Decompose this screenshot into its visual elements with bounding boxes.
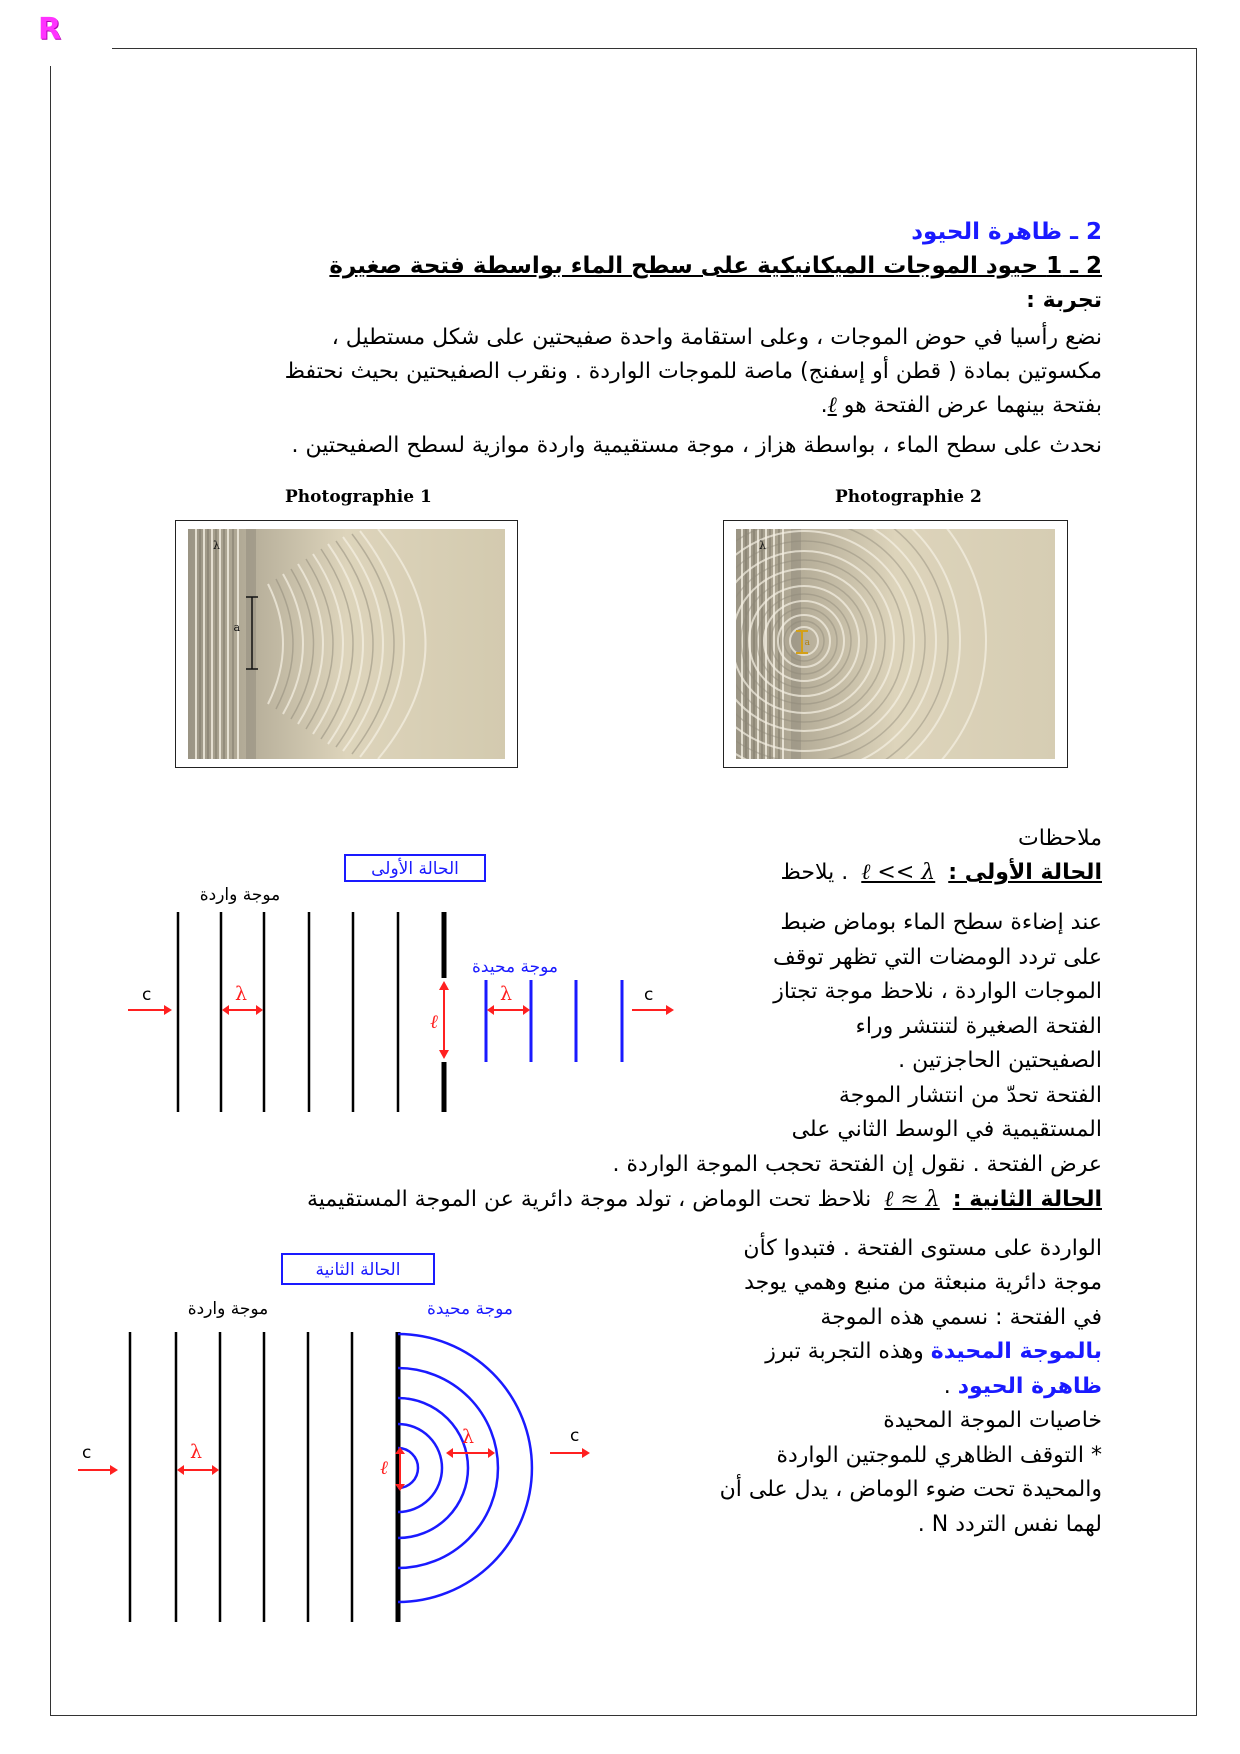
case2-text-5-rest: . bbox=[943, 1374, 951, 1399]
diagram2-diffracted-label: موجة محيدة bbox=[427, 1299, 513, 1319]
ell-symbol: ℓ bbox=[827, 393, 837, 418]
diagram2-ell: ℓ bbox=[380, 1457, 388, 1479]
diffraction-term: ظاهرة الحيود bbox=[957, 1374, 1102, 1399]
para1-line3-text: بفتحة بينهما عرض الفتحة هو bbox=[843, 393, 1102, 418]
logo: R bbox=[38, 12, 62, 47]
photo2 bbox=[723, 520, 1068, 768]
props-line-3: لهما نفس التردد N . bbox=[917, 1512, 1102, 1537]
diffracted-wavefront bbox=[398, 1368, 498, 1568]
photo2-lambda-label: λ bbox=[759, 539, 766, 552]
photo2-a-label: a bbox=[804, 638, 810, 648]
case1-text-1: عند إضاءة سطح الماء بوماض ضبط bbox=[780, 910, 1102, 935]
diagram1-ell: ℓ bbox=[430, 1011, 438, 1033]
case1-text-6: الفتحة تحدّ من انتشار الموجة bbox=[838, 1083, 1102, 1108]
props-title: خاصيات الموجة المحيدة bbox=[883, 1408, 1102, 1433]
diagram2-incident-label: موجة واردة bbox=[187, 1299, 269, 1319]
props-line-1: * التوقف الظاهري للموجتين الواردة bbox=[776, 1443, 1102, 1468]
diagram2-lambda-right: λ bbox=[462, 1426, 475, 1448]
diagram2-c-left: c bbox=[82, 1443, 92, 1463]
case1-formula: ℓ << λ bbox=[861, 860, 936, 885]
page-border-right bbox=[1196, 48, 1197, 1716]
case2-line bbox=[307, 1185, 1102, 1215]
experiment-label: تجربة : bbox=[1026, 288, 1102, 313]
para2: نحدث على سطح الماء ، بواسطة هزاز ، موجة مستقيمية واردة موازية لسطح الصفيحتين . bbox=[291, 433, 1102, 458]
case1-after: . يلاحظ bbox=[780, 860, 849, 885]
diagram1-lambda-left: λ bbox=[235, 983, 248, 1005]
diagram1-c-right: c bbox=[644, 985, 654, 1005]
photo1 bbox=[175, 520, 518, 768]
diagram2-title: الحالة الثانية bbox=[315, 1260, 401, 1280]
photo1-caption: Photographie 1 bbox=[285, 487, 432, 507]
photo1-image bbox=[188, 529, 505, 759]
photo2-caption: Photographie 2 bbox=[835, 487, 982, 507]
para1-line2: مكسوتين بمادة ( قطن أو إسفنج) ماصة للموجات الواردة . ونقرب الصفيحتين بحيث نحتفظ bbox=[284, 359, 1102, 384]
page-border-top bbox=[112, 48, 1197, 49]
case2-text-5 bbox=[944, 1372, 1102, 1402]
case1-text-8: عرض الفتحة . نقول إن الفتحة تحجب الموجة الواردة . bbox=[612, 1152, 1102, 1177]
case1-line bbox=[781, 858, 1102, 888]
case2-text-2: موجة دائرية منبعثة من منبع وهمي يوجد bbox=[744, 1270, 1102, 1295]
case1-text-2: على تردد الومضات التي تظهر توقف bbox=[772, 945, 1102, 970]
case2-formula: ℓ ≈ λ bbox=[884, 1187, 940, 1212]
photo1-a-label: a bbox=[233, 621, 240, 634]
diagram2-lambda-left: λ bbox=[190, 1441, 203, 1463]
section-heading: 2 ـ ظاهرة الحيود bbox=[911, 219, 1102, 245]
case2-label: الحالة الثانية : bbox=[952, 1187, 1102, 1212]
props-line-2: والمحيدة تحت ضوء الوماض ، يدل على أن bbox=[719, 1477, 1102, 1502]
diagram1-lambda-right: λ bbox=[500, 983, 513, 1005]
case2-text-3: في الفتحة : نسمي هذه الموجة bbox=[820, 1305, 1102, 1330]
diffracted-wavefront bbox=[398, 1398, 468, 1538]
diagram1-incident-label: موجة واردة bbox=[199, 885, 281, 905]
case1-text-4: الفتحة الصغيرة لتنتشر وراء bbox=[855, 1014, 1102, 1039]
page-border-left bbox=[50, 66, 51, 1716]
diagram1-title: الحالة الأولى bbox=[371, 859, 459, 879]
subsection-heading: 2 ـ 1 حيود الموجات الميكانيكية على سطح الماء بواسطة فتحة صغيرة bbox=[329, 253, 1102, 279]
para1-line1: نضع رأسيا في حوض الموجات ، وعلى استقامة واحدة صفيحتين على شكل مستطيل ، bbox=[331, 325, 1102, 350]
case2-text-1: الواردة على مستوى الفتحة . فتبدوا كأن bbox=[743, 1236, 1102, 1261]
case1-label: الحالة الأولى : bbox=[948, 860, 1102, 885]
diagram-case1 bbox=[120, 850, 680, 1120]
diffracted-wave-term: بالموجة المحيدة bbox=[930, 1339, 1102, 1364]
diagram1-diffracted-label: موجة محيدة bbox=[472, 957, 558, 977]
case1-text-7: المستقيمية في الوسط الثاني على bbox=[791, 1117, 1102, 1142]
case2-text-4 bbox=[765, 1337, 1102, 1367]
diagram2-c-right: c bbox=[570, 1426, 580, 1446]
case1-text-3: الموجات الواردة ، نلاحظ موجة تجتاز bbox=[773, 979, 1102, 1004]
photo2-image bbox=[736, 529, 1055, 759]
page-border-bottom bbox=[50, 1715, 1197, 1716]
diffracted-wavefront bbox=[398, 1424, 442, 1512]
case2-after: نلاحظ تحت الوماض ، تولد موجة دائرية عن الموجة المستقيمية bbox=[306, 1187, 872, 1212]
diagram-case2 bbox=[70, 1248, 610, 1628]
diagram1-c-left: c bbox=[142, 985, 152, 1005]
observations-title: ملاحظات bbox=[1018, 826, 1102, 851]
case2-text-4-rest: وهذه التجربة تبرز bbox=[765, 1339, 924, 1364]
case1-text-5: الصفيحتين الحاجزتين . bbox=[898, 1048, 1102, 1073]
photo1-lambda-label: λ bbox=[213, 539, 220, 552]
para1-line3: بفتحة بينهما عرض الفتحة هو ℓ. bbox=[820, 393, 1102, 418]
